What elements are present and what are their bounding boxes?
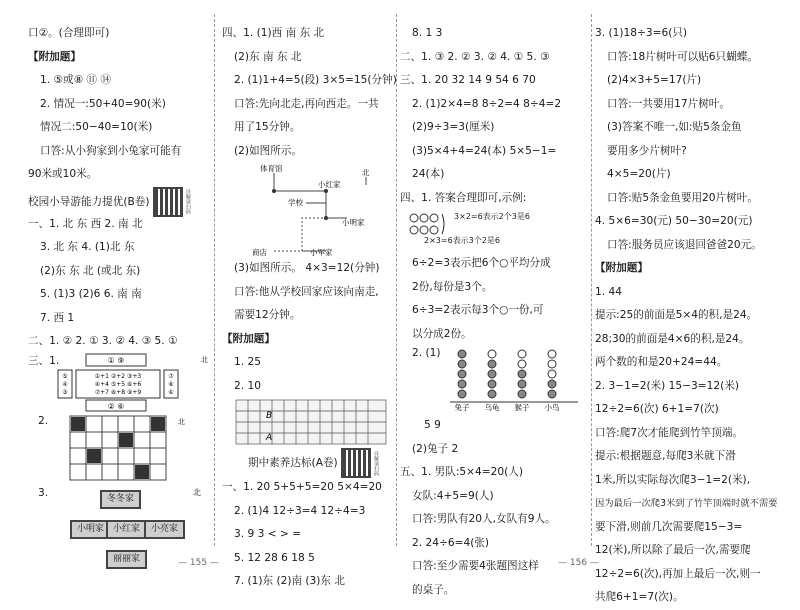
answer-line: 8. 1 3	[412, 27, 443, 39]
answer-line: 6÷3=2表示每3个○一份,可	[412, 304, 544, 316]
grid-side-left-3: ③	[62, 388, 68, 396]
answer-line: (2)如图所示。	[234, 144, 302, 157]
answer-line: (2)东 东 北 (或北 东)	[40, 264, 141, 277]
answer-line: 需要12分钟。	[234, 309, 301, 321]
north-label: 北	[362, 168, 370, 177]
answer-line: 四、1. (1)西 南 东 北	[222, 27, 325, 39]
pictograph-circle	[518, 380, 526, 388]
answer-line: 2. (1)4 12÷3=4 12÷4=3	[234, 504, 366, 517]
answer-line: 12(米),所以除了最后一次,需要爬	[595, 544, 751, 556]
brace-label-1: 3×2=6表示2个3是6	[454, 212, 530, 221]
answer-line: (2)兔子 2	[412, 442, 459, 455]
qr-caption: 详解请扫码	[184, 189, 191, 214]
arrangement-diagram	[56, 352, 216, 412]
answer-line: 3.	[38, 486, 49, 499]
answer-line: 口答:男队有20人,女队有9人。	[412, 513, 556, 525]
pictograph-circle	[548, 390, 556, 398]
pictograph-circle	[548, 370, 556, 378]
answer-line: 12÷2=6(次),再加上最后一次,则一	[595, 567, 761, 580]
brace-label-2: 2×3=6表示3个2是6	[424, 236, 500, 245]
figure-grid-answer	[28, 354, 218, 414]
grid-side-right-3: ⑥	[168, 388, 174, 396]
column-divider	[214, 14, 215, 546]
answer-line: 1. 44	[595, 285, 622, 298]
answer-line: 2. 24÷6=4(张)	[412, 536, 490, 549]
answer-line: 共爬6+1=7(次)。	[595, 591, 684, 603]
pictograph-circle	[548, 380, 556, 388]
point-label-b: B	[266, 411, 273, 421]
answer-line: 二、1. ③ 2. ② 3. ② 4. ① 5. ③	[400, 50, 550, 63]
answer-line: 口②。(合理即可)	[28, 27, 110, 39]
column-3	[400, 22, 590, 602]
answer-line: 5 9	[424, 419, 441, 431]
pictograph	[448, 346, 588, 414]
grid-row-3: ⑦+7 ⑧+8 ⑨+9	[94, 388, 142, 396]
answer-line: 2. 10	[234, 379, 261, 392]
pictograph-label: 猴子	[514, 403, 530, 412]
map-label-stadium: 体育馆	[260, 164, 283, 173]
grid-row-1: ①+1 ②+2 ③+3	[94, 372, 142, 380]
answer-line: 的桌子。	[412, 583, 455, 596]
answer-line: 口答:贴5条金鱼要用20片树叶。	[607, 191, 758, 204]
map-label-xiaoming-home: 小明家	[342, 218, 365, 227]
pictograph-circle	[548, 360, 556, 368]
answer-line: 4×5=20(片)	[607, 168, 671, 180]
answer-line: 口答:服务员应该退回爸爸20元。	[607, 238, 762, 251]
answer-line: 一、1. 北 东 西 2. 南 北	[28, 217, 143, 230]
pictograph-circle	[458, 350, 466, 358]
grid-path-diagram	[68, 414, 218, 486]
column-divider	[591, 14, 592, 546]
answer-line: 二、1. ② 2. ① 3. ② 4. ③ 5. ①	[28, 335, 178, 347]
answer-line: 两个数的和是20+24=44。	[595, 356, 728, 368]
answer-line: 1米,所以实际每次爬3−1=2(米),	[595, 473, 751, 486]
answer-line: 口答:至少需要4张题图这样	[412, 560, 539, 572]
grid-figure-ab	[222, 398, 400, 448]
qr-caption: 详解请扫码	[373, 450, 380, 476]
map-label-xiaojun-home: 小军家	[310, 248, 333, 257]
section-title-row	[28, 187, 218, 213]
pictograph-circle	[518, 390, 526, 398]
answer-line: 口答:爬7次才能爬到竹竿顶端。	[595, 426, 744, 439]
answer-line: 7. 西 1	[40, 311, 75, 324]
answer-line: 三、1. 20 32 14 9 54 6 70	[400, 74, 536, 86]
pictograph-label: 小鸟	[544, 403, 560, 412]
hint-line: 提示:根据题意,每爬3米就下滑	[595, 450, 736, 462]
answer-line: 2.	[38, 414, 49, 427]
circles-figure	[400, 210, 590, 252]
house-box: 小红家	[106, 520, 147, 539]
pictograph-circle	[458, 380, 466, 388]
answer-line: 口答:从小狗家到小兔家可能有	[40, 144, 182, 157]
grid-side-right-1: ⑦	[168, 372, 174, 380]
answer-line: 2. (1)2×4=8 8÷2=4 8÷4=2	[412, 97, 562, 110]
north-label: 北	[193, 487, 201, 497]
answer-line: 因为最后一次爬3米到了竹竿顶端时就不需要	[595, 498, 778, 509]
pictograph-circle	[488, 370, 496, 378]
answer-line: 5. (1)3 (2)6 6. 南 南	[40, 288, 142, 300]
answer-line: 要用多少片树叶?	[607, 144, 687, 157]
qr-code-block	[153, 187, 191, 217]
answer-line: 3. (1)18÷3=6(只)	[595, 27, 688, 39]
answer-line: 2. (1)	[412, 347, 441, 359]
route-map-figure	[222, 163, 400, 257]
house-box: 小亮家	[144, 520, 185, 539]
answer-line: 口答:一共要用17片树叶。	[607, 97, 730, 110]
answer-line: 要下滑,则前几次需要爬15−3=	[595, 520, 743, 533]
answer-line: (3)如图所示。 4×3=12(分钟)	[234, 262, 380, 274]
answer-line: 口答:18片树叶可以贴6只蝴蝶。	[607, 50, 758, 63]
house-box: 小明家	[70, 520, 111, 539]
answer-line: 1. ⑤或⑧ ⑪ ⑭	[40, 74, 111, 86]
answer-line: 2份,每份是3个。	[412, 280, 493, 293]
qr-code-block	[341, 448, 379, 478]
grid-top-label: ① ⑨	[107, 355, 125, 365]
pictograph-circle	[458, 390, 466, 398]
point-label-a: A	[266, 433, 273, 443]
pictograph-label: 兔子	[454, 403, 470, 412]
answer-line: (3)5×4+4=24(本) 5×5−1=	[412, 144, 557, 157]
pictograph-circle	[488, 360, 496, 368]
pictograph-circle	[518, 350, 526, 358]
pictograph-circle	[488, 390, 496, 398]
answer-line: 三、1.	[28, 354, 60, 367]
answer-line: (2)9÷3=3(厘米)	[412, 121, 495, 133]
answer-line: 12÷2=6(次) 6+1=7(次)	[595, 403, 719, 415]
grid-side-right-2: ⑧	[168, 380, 174, 388]
answer-line: 4. 5×6=30(元) 50−30=20(元)	[595, 215, 753, 227]
section-title-row	[222, 448, 400, 476]
section-heading-bonus: 【附加题】	[595, 262, 648, 274]
answer-line: 2. (1)1+4=5(段) 3×5=15(分钟)	[234, 74, 397, 86]
grid-side-left-1: ⑤	[62, 372, 68, 380]
house-box: 丽丽家	[106, 550, 147, 569]
section-title: 期中素养达标(A卷)	[248, 457, 338, 469]
answer-line: 3. 北 东 4. (1)北 东	[40, 241, 135, 253]
answer-line: 五、1. 男队:5×4=20(人)	[400, 466, 523, 478]
column-divider	[396, 14, 397, 546]
answer-line: (2)4×3+5=17(片)	[607, 74, 702, 86]
map-label-shop: 商店	[252, 248, 267, 257]
column-4	[595, 22, 785, 610]
column-1	[28, 22, 218, 576]
answer-line: 情况二:50−40=10(米)	[40, 121, 153, 133]
pictograph-circle	[488, 350, 496, 358]
answer-line: 24(本)	[412, 168, 445, 180]
hint-line: 提示:25的前面是5×4的积,是24。	[595, 309, 758, 321]
answer-line: 6÷2=3表示把6个○平均分成	[412, 257, 551, 269]
answer-line: 7. (1)东 (2)南 (3)东 北	[234, 575, 345, 587]
section-heading-bonus: 【附加题】	[28, 50, 81, 63]
answer-line: 2. 情况一:50+40=90(米)	[40, 97, 166, 110]
answer-line: (2)东 南 东 北	[234, 50, 302, 63]
map-label-school: 学校	[288, 198, 303, 207]
answer-line: 四、1. 答案合理即可,示例:	[400, 191, 527, 204]
grid-row-2: ④+4 ⑤+5 ⑥+6	[94, 380, 142, 388]
qr-code-icon	[153, 187, 183, 217]
pictograph-figure	[400, 346, 590, 414]
pictograph-circle	[518, 370, 526, 378]
grid-side-left-2: ④	[62, 380, 68, 388]
answer-line: 90米或10米。	[28, 168, 98, 180]
column-2	[222, 22, 400, 594]
pictograph-circle	[518, 360, 526, 368]
answer-line: 女队:4+5=9(人)	[412, 489, 494, 502]
answer-line: 口答:他从学校回家应该向南走,	[234, 285, 379, 298]
page-number-right: — 156 —	[558, 558, 599, 568]
page-number-left: — 155 —	[178, 558, 219, 568]
section-heading-bonus: 【附加题】	[222, 332, 275, 345]
answer-line: 一、1. 20 5+5+5=20 5×4=20	[222, 481, 382, 493]
section-title: 校园小导游能力提优(B卷)	[28, 195, 150, 208]
north-label: 北	[201, 355, 208, 364]
map-label-xiaohong-home: 小红家	[318, 180, 341, 189]
pictograph-circle	[488, 380, 496, 388]
answer-line: 1. 25	[234, 356, 261, 368]
pictograph-circle	[458, 360, 466, 368]
pictograph-label: 乌龟	[484, 403, 500, 412]
answer-line: 2. 3−1=2(米) 15−3=12(米)	[595, 379, 739, 392]
answer-line: (3)答案不唯一,如:贴5条金鱼	[607, 121, 742, 133]
answer-line: 用了15分钟。	[234, 121, 301, 133]
route-map	[222, 163, 400, 257]
answer-line: 5. 12 28 6 18 5	[234, 551, 315, 564]
pictograph-circle	[458, 370, 466, 378]
grid-ab-diagram	[222, 398, 400, 448]
answer-line: 28;30的前面是4×6的积,是24。	[595, 332, 750, 345]
north-label: 北	[178, 417, 185, 426]
qr-code-icon	[341, 448, 371, 478]
grid-bottom-label: ② ⑥	[107, 401, 125, 411]
pictograph-circle	[548, 350, 556, 358]
answer-line: 口答:先向北走,再向西走。一共	[234, 97, 379, 110]
house-box: 冬冬家	[100, 490, 141, 509]
answer-line: 3. 9 3 < > =	[234, 528, 302, 540]
answer-line: 以分成2份。	[412, 327, 472, 340]
figure-path-grid	[28, 414, 218, 486]
